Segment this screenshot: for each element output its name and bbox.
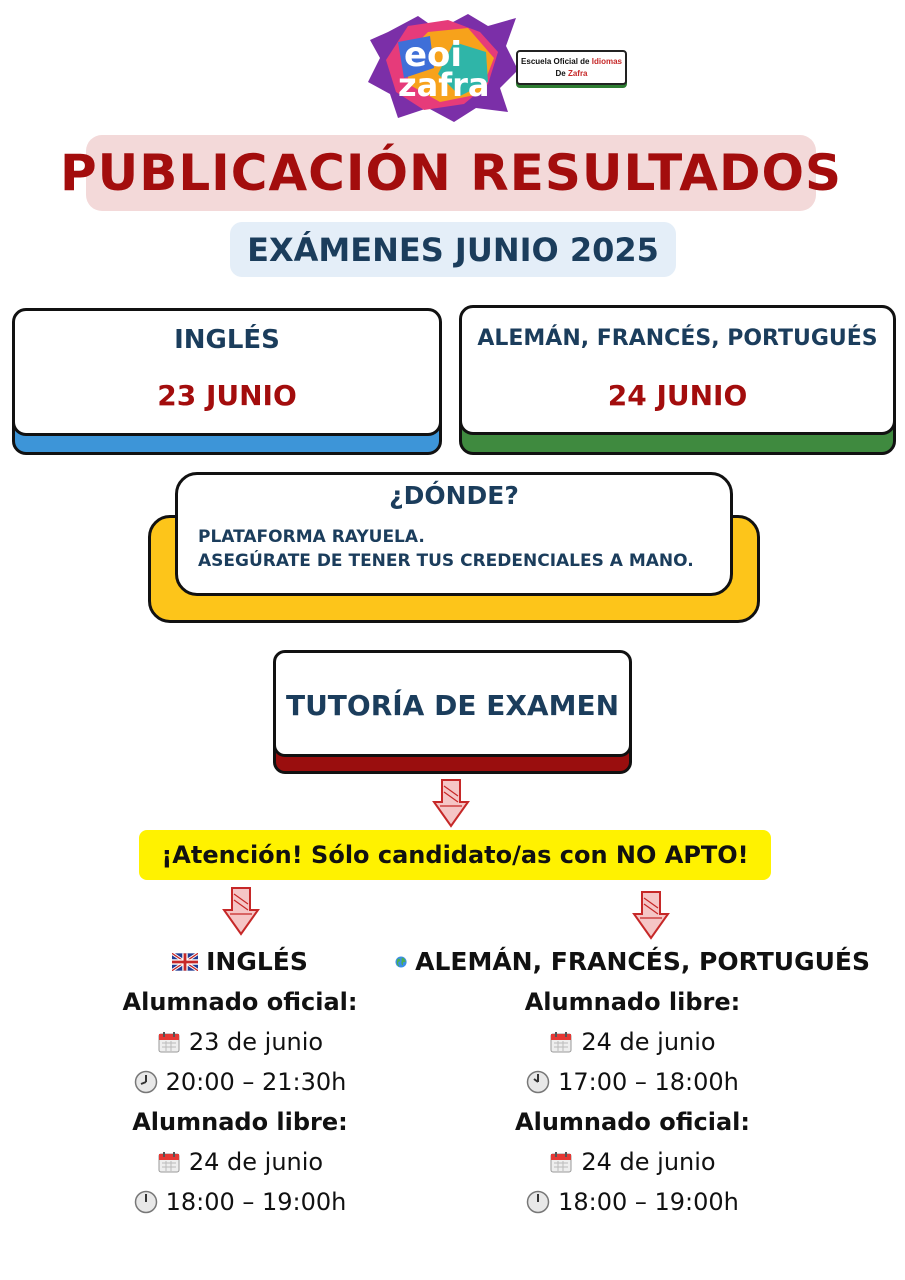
where-box — [175, 472, 733, 596]
where-heading: ¿DÓNDE? — [389, 481, 519, 510]
group-time — [90, 1182, 390, 1222]
group-date-text: 24 de junio — [581, 1028, 716, 1056]
group-date — [395, 1022, 870, 1062]
logo-tagline — [516, 50, 627, 85]
where-platform: PLATAFORMA RAYUELA. — [198, 527, 425, 547]
group-time — [90, 1062, 390, 1102]
group-date — [395, 1142, 870, 1182]
group-date-text: 24 de junio — [581, 1148, 716, 1176]
calendar-icon — [549, 1030, 573, 1054]
logo-tag-highlight: Idiomas — [591, 57, 622, 66]
calendar-icon — [157, 1150, 181, 1174]
attention-text: ¡Atención! Sólo candidato/as con NO APTO! — [161, 841, 749, 869]
card-language: INGLÉS — [174, 325, 280, 355]
eoi-zafra-logo — [368, 12, 518, 122]
group-date — [90, 1142, 390, 1182]
group-time-text: 18:00 – 19:00h — [558, 1188, 739, 1216]
tutoria-box — [273, 650, 632, 757]
globe-icon — [395, 949, 407, 975]
group-title: Alumnado oficial: — [122, 988, 358, 1016]
clock-icon — [526, 1190, 550, 1214]
card-language: ALEMÁN, FRANCÉS, PORTUGUÉS — [477, 326, 878, 351]
calendar-icon — [157, 1030, 181, 1054]
group-time-text: 20:00 – 21:30h — [165, 1068, 347, 1096]
logo-tag-text-2: De — [555, 69, 568, 78]
attention-banner — [139, 830, 771, 880]
title-banner — [59, 135, 843, 211]
group-title: Alumnado libre: — [132, 1108, 348, 1136]
card-others — [459, 305, 896, 435]
group-date-text: 23 de junio — [188, 1028, 324, 1056]
where-credentials-note: ASEGÚRATE DE TENER TUS CREDENCIALES A MANO. — [198, 551, 694, 571]
arrow-down-icon — [222, 886, 260, 936]
card-date: 24 JUNIO — [607, 379, 748, 412]
page-title: PUBLICACIÓN RESULTADOS — [59, 144, 843, 202]
schedule-column-ingles — [90, 942, 390, 1222]
group-time-text: 17:00 – 18:00h — [558, 1068, 739, 1096]
column-header-label: INGLÉS — [206, 947, 308, 976]
logo-wordmark-top: eoi — [404, 35, 463, 75]
page-subtitle: EXÁMENES JUNIO 2025 — [247, 230, 659, 269]
logo-wordmark-bottom: zafra — [398, 66, 490, 104]
column-header — [395, 942, 870, 982]
subtitle-banner — [230, 222, 676, 277]
uk-flag-icon — [172, 953, 198, 971]
group-time-text: 18:00 – 19:00h — [165, 1188, 347, 1216]
arrow-down-icon — [632, 890, 670, 940]
group-time — [395, 1062, 870, 1102]
logo-tag-highlight-2: Zafra — [567, 69, 588, 78]
column-header-label: ALEMÁN, FRANCÉS, PORTUGUÉS — [415, 947, 870, 976]
tutoria-label: TUTORÍA DE EXAMEN — [285, 689, 620, 722]
group-date — [90, 1022, 390, 1062]
arrow-down-icon — [432, 778, 470, 828]
group-title: Alumnado oficial: — [515, 1108, 750, 1136]
clock-icon — [526, 1070, 550, 1094]
group-time — [395, 1182, 870, 1222]
clock-icon — [134, 1070, 158, 1094]
group-date-text: 24 de junio — [188, 1148, 324, 1176]
card-ingles — [12, 308, 442, 436]
logo-tag-text: Escuela Oficial de — [521, 57, 592, 66]
calendar-icon — [549, 1150, 573, 1174]
schedule-column-others — [395, 942, 870, 1222]
card-date: 23 JUNIO — [157, 379, 297, 412]
clock-icon — [134, 1190, 158, 1214]
group-title: Alumnado libre: — [524, 988, 741, 1016]
column-header — [90, 942, 390, 982]
